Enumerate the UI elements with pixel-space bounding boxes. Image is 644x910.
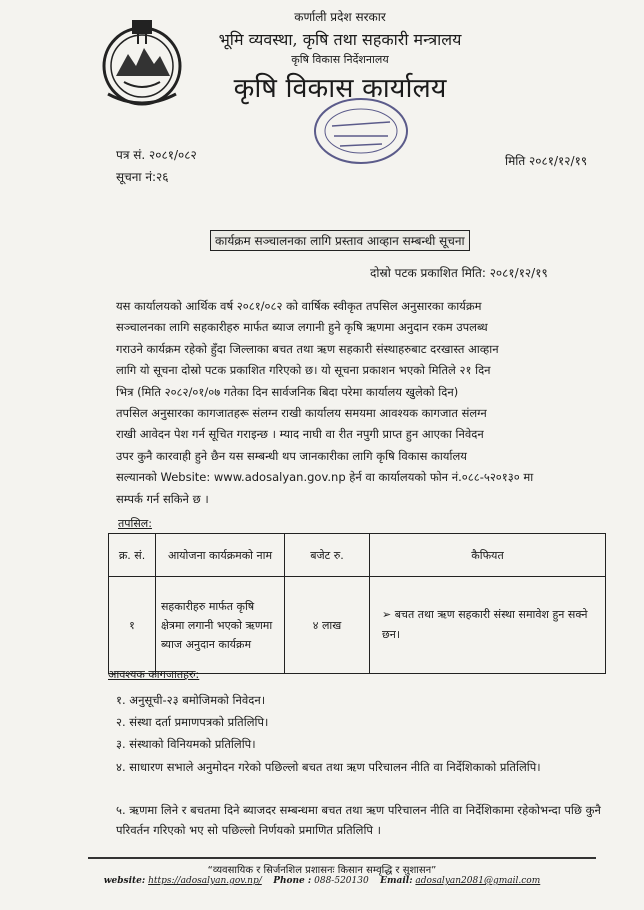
body-line: सञ्चालनका लागि सहकारीहरु मार्फत ब्याज लगानी हुने कृषि ऋणमा अनुदान रकम उपलब्ध	[116, 320, 488, 335]
document-item: २. संस्था दर्ता प्रमाणपत्रको प्रतिलिपि।	[116, 715, 269, 729]
program-table	[108, 533, 606, 674]
body-line: सल्यानको Website: www.adosalyan.gov.np हेर्न वा कार्यालयको फोन नं.०८८-५२०१३० मा	[116, 470, 534, 485]
footer-divider	[88, 857, 596, 859]
header-remarks: कैफियत	[370, 534, 606, 577]
reference-block	[116, 144, 197, 188]
cell-sn: १	[109, 577, 156, 674]
body-line: भित्र (मिति २०८२/०१/०७ गतेका दिन सार्वजनिक बिदा परेमा कार्यालय खुलेको दिन)	[116, 384, 459, 399]
documents-heading: आवश्यक कागजातहरु:	[108, 668, 200, 681]
notice-subject: कार्यक्रम सञ्चालनका लागि प्रस्ताव आव्हान सम्बन्धी सूचना	[210, 230, 470, 251]
phone-number: 088-520130	[314, 876, 369, 886]
letter-number: पत्र सं. २०८१/०८२	[116, 148, 197, 162]
email-label: Email:	[380, 876, 413, 886]
cell-program: सहकारीहरु मार्फत कृषि क्षेत्रमा लगानी भएको ऋणमा ब्याज अनुदान कार्यक्रम	[156, 577, 285, 674]
footer-contact	[0, 876, 644, 886]
body-line: गराउने कार्यक्रम रहेको हुँदा जिल्लाका बचत तथा ऋण सहकारी संस्थाहरुबाट दरखास्त आव्हान	[116, 341, 499, 356]
ministry-name: भूमि व्यवस्था, कृषि तथा सहकारी मन्त्रालय	[218, 30, 462, 49]
document-item: १. अनुसूची-२३ बमोजिमको निवेदन।	[116, 693, 266, 707]
body-line: उपर कुनै कारवाही हुने छैन यस सम्बन्धी थप जानकारीका लागि कृषि विकास कार्यालय	[116, 448, 467, 463]
office-seal-stamp	[312, 96, 410, 166]
header-program: आयोजना कार्यक्रमको नाम	[156, 534, 285, 577]
province-name: कर्णाली प्रदेश सरकार	[294, 10, 386, 24]
published-date: दोस्रो पटक प्रकाशित मिति: २०८१/१२/१९	[370, 266, 548, 280]
directorate-name: कृषि विकास निर्देशनालय	[291, 53, 389, 66]
email-link[interactable]: adosalyan2081@gmail.com	[415, 876, 541, 886]
body-line: राखी आवेदन पेश गर्न सूचित गराइन्छ । म्याद नाघी वा रीत नपुगी प्राप्त हुन आएका निवेदन	[116, 427, 484, 442]
notice-number: सूचना नं:२६	[116, 170, 169, 184]
cell-budget: ४ लाख	[285, 577, 370, 674]
document-item: ३. संस्थाको विनियमको प्रतिलिपि।	[116, 737, 256, 751]
website-link[interactable]: https://adosalyan.gov.np/	[148, 876, 262, 886]
letterhead	[190, 8, 490, 105]
website-label: website:	[103, 876, 146, 886]
phone-label: Phone :	[273, 876, 312, 886]
header-budget: बजेट रु.	[285, 534, 370, 577]
document-item: ५. ऋणमा लिने र बचतमा दिने ब्याजदर सम्बन्धमा बचत तथा ऋण परिचालन नीति वा निर्देशिकामा रहेकोभन्दा पछि कुनै परिवर्तन गरिएको भए सो पछिल्लो निर्णयको प्रमाणित प्रतिलिपि ।	[116, 803, 601, 837]
header-sn: क्र. सं.	[109, 534, 156, 577]
body-line: सम्पर्क गर्न सकिने छ ।	[116, 491, 209, 506]
office-name: कृषि विकास कार्यालय	[233, 73, 447, 104]
table-row	[109, 577, 606, 674]
notice-body	[116, 296, 594, 510]
footer-slogan: “व्यवसायिक र सिर्जनशिल प्रशासनः किसान सम्वृद्धि र सुशासन”	[207, 865, 437, 876]
table-caption: तपसिल:	[118, 517, 152, 530]
body-line: लागि यो सूचना दोस्रो पटक प्रकाशित गरिएको छ। यो सूचना प्रकाशन भएको मितिले २१ दिन	[116, 363, 491, 378]
nepal-government-emblem-icon	[94, 14, 190, 110]
table-header-row	[109, 534, 606, 577]
document-item: ४. साधारण सभाले अनुमोदन गरेको पछिल्लो बचत तथा ऋण परिचालन नीति वा निर्देशिकाको प्रतिलिपि।	[116, 760, 541, 774]
body-line: तपसिल अनुसारका कागजातहरू संलग्न राखी कार्यालय समयमा आवश्यक कागजात संलग्न	[116, 406, 487, 421]
cell-remarks: ➢ बचत तथा ऋण सहकारी संस्था समावेश हुन सक्ने छन।	[370, 577, 606, 674]
body-line: यस कार्यालयको आर्थिक वर्ष २०८१/०८२ को वार्षिक स्वीकृत तपसिल अनुसारका कार्यक्रम	[116, 299, 482, 313]
letter-date: मिति २०८१/१२/१९	[505, 154, 588, 168]
